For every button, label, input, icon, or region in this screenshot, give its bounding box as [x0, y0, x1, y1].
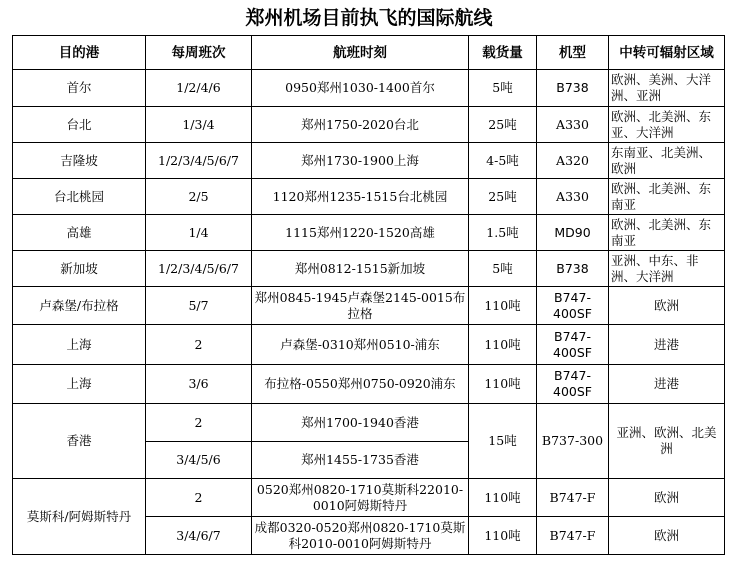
cell-port: 高雄	[13, 215, 146, 251]
cell-aircraft: B747-400SF	[537, 365, 609, 404]
table-row	[13, 143, 725, 179]
cell-schedule: 卢森堡-0310郑州0510-浦东	[252, 325, 469, 365]
cell-aircraft: A330	[537, 107, 609, 143]
table-row	[13, 365, 725, 404]
cell-port: 台北	[13, 107, 146, 143]
cell-aircraft: A330	[537, 179, 609, 215]
cell-aircraft: B747-F	[537, 517, 609, 555]
cell-aircraft: B747-F	[537, 479, 609, 517]
cell-schedule: 郑州1730-1900上海	[252, 143, 469, 179]
cell-frequency: 3/4/6/7	[146, 517, 252, 555]
header-port: 目的港	[13, 36, 146, 70]
cell-region: 欧洲、北美洲、东南亚	[609, 215, 725, 251]
cell-aircraft: B738	[537, 251, 609, 287]
cell-schedule: 郑州1750-2020台北	[252, 107, 469, 143]
cell-load: 1.5吨	[469, 215, 537, 251]
cell-aircraft: B747-400SF	[537, 287, 609, 325]
cell-load: 15吨	[469, 404, 537, 479]
routes-table	[12, 35, 725, 555]
cell-schedule: 布拉格-0550郑州0750-0920浦东	[252, 365, 469, 404]
cell-aircraft: A320	[537, 143, 609, 179]
cell-region: 进港	[609, 365, 725, 404]
cell-port: 新加坡	[13, 251, 146, 287]
cell-region: 亚洲、欧洲、北美洲	[609, 404, 725, 479]
cell-frequency: 2/5	[146, 179, 252, 215]
table-row	[13, 325, 725, 365]
table-row	[13, 107, 725, 143]
cell-schedule: 郑州0845-1945卢森堡2145-0015布拉格	[252, 287, 469, 325]
cell-load: 110吨	[469, 365, 537, 404]
cell-aircraft: B747-400SF	[537, 325, 609, 365]
cell-frequency: 2	[146, 479, 252, 517]
cell-region: 欧洲	[609, 517, 725, 555]
cell-load: 110吨	[469, 517, 537, 555]
cell-region: 欧洲、北美洲、东亚、大洋洲	[609, 107, 725, 143]
cell-frequency: 1/2/3/4/5/6/7	[146, 143, 252, 179]
cell-frequency: 3/6	[146, 365, 252, 404]
table-row	[13, 287, 725, 325]
cell-region: 欧洲	[609, 287, 725, 325]
cell-region: 亚洲、中东、非洲、大洋洲	[609, 251, 725, 287]
cell-port: 台北桃园	[13, 179, 146, 215]
cell-port: 首尔	[13, 70, 146, 107]
cell-schedule: 郑州0812-1515新加坡	[252, 251, 469, 287]
cell-load: 25吨	[469, 179, 537, 215]
cell-load: 5吨	[469, 70, 537, 107]
cell-frequency: 1/2/3/4/5/6/7	[146, 251, 252, 287]
header-load: 载货量	[469, 36, 537, 70]
table-row	[13, 251, 725, 287]
cell-load: 25吨	[469, 107, 537, 143]
cell-aircraft: B738	[537, 70, 609, 107]
cell-frequency: 5/7	[146, 287, 252, 325]
cell-schedule: 郑州1700-1940香港	[252, 404, 469, 442]
cell-load: 110吨	[469, 287, 537, 325]
cell-port: 吉隆坡	[13, 143, 146, 179]
cell-port: 莫斯科/阿姆斯特丹	[13, 479, 146, 555]
header-schedule: 航班时刻	[252, 36, 469, 70]
header-aircraft: 机型	[537, 36, 609, 70]
cell-region: 东南亚、北美洲、欧洲	[609, 143, 725, 179]
cell-region: 欧洲、美洲、大洋洲、亚洲	[609, 70, 725, 107]
table-row	[13, 179, 725, 215]
cell-schedule: 成都0320-0520郑州0820-1710莫斯科2010-0010阿姆斯特丹	[252, 517, 469, 555]
cell-region: 欧洲	[609, 479, 725, 517]
cell-schedule: 1115郑州1220-1520高雄	[252, 215, 469, 251]
cell-schedule: 郑州1455-1735香港	[252, 442, 469, 479]
table-header-row	[13, 36, 725, 70]
cell-region: 欧洲、北美洲、东南亚	[609, 179, 725, 215]
header-region: 中转可辐射区域	[609, 36, 725, 70]
table-row	[13, 404, 725, 442]
cell-port: 香港	[13, 404, 146, 479]
cell-port: 卢森堡/布拉格	[13, 287, 146, 325]
cell-port: 上海	[13, 365, 146, 404]
cell-schedule: 0950郑州1030-1400首尔	[252, 70, 469, 107]
table-row	[13, 479, 725, 517]
cell-load: 5吨	[469, 251, 537, 287]
cell-load: 110吨	[469, 325, 537, 365]
cell-schedule: 1120郑州1235-1515台北桃园	[252, 179, 469, 215]
cell-load: 4-5吨	[469, 143, 537, 179]
table-row	[13, 70, 725, 107]
cell-frequency: 2	[146, 404, 252, 442]
table-row	[13, 215, 725, 251]
cell-aircraft: MD90	[537, 215, 609, 251]
header-frequency: 每周班次	[146, 36, 252, 70]
cell-schedule: 0520郑州0820-1710莫斯科22010-0010阿姆斯特丹	[252, 479, 469, 517]
cell-port: 上海	[13, 325, 146, 365]
cell-frequency: 2	[146, 325, 252, 365]
cell-frequency: 1/3/4	[146, 107, 252, 143]
cell-aircraft: B737-300	[537, 404, 609, 479]
cell-region: 进港	[609, 325, 725, 365]
cell-frequency: 1/4	[146, 215, 252, 251]
cell-frequency: 3/4/5/6	[146, 442, 252, 479]
page-title: 郑州机场目前执飞的国际航线	[245, 7, 493, 29]
cell-frequency: 1/2/4/6	[146, 70, 252, 107]
cell-load: 110吨	[469, 479, 537, 517]
